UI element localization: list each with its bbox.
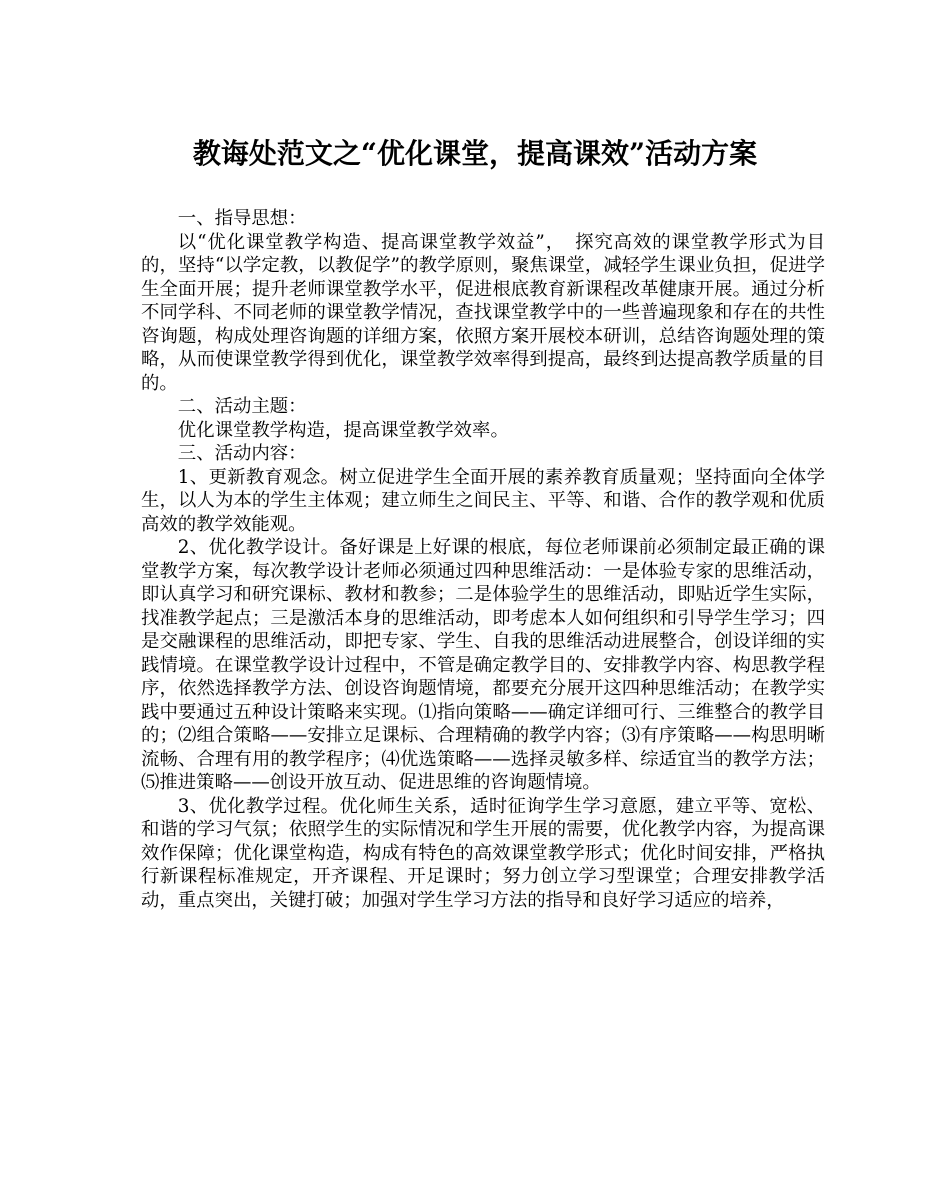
paragraph-activity-theme: 优化课堂教学构造，提高课堂教学效率。 [177,419,509,441]
section-heading-guiding-thought: 一、指导思想： [177,208,307,229]
section-heading-activity-content: 三、活动内容： [177,443,307,464]
paragraph-item-3: 3、优化教学过程。优化师生关系，适时征询学生学习意愿，建立平等、宽松、和谐的学习气氛；依照学生的实际情况和学生开展的需要，优化教学内容，为提高课效作保障；优化课堂构造，构成有特色的高效课堂教学形式；优化时间安排，严格执行新课程标准规定，开齐课程、开足课时；努力创立学习型课堂；合理安排教学活动，重点突出，关键打破；加强对学生学习方法的指导和良好学习适应的培养， [141,795,825,911]
section-heading-activity-theme: 二、活动主题： [177,396,307,417]
document-title: 教诲处范文之“优化课堂，提高课效”活动方案 [192,137,758,170]
paragraph-guiding-thought: 以“优化课堂教学构造、提高课堂教学效益”， 探究高效的课堂教学形式为目的，坚持“以学定教，以教促学”的教学原则，聚焦课堂，减轻学生课业负担，促进学生全面开展；提升老师课堂教学水平，促进根底教育新课程改革健康开展。通过分析不同学科、不同老师的课堂教学情况，查找课堂教学中的一些普遍现象和存在的共性咨询题，构成处理咨询题的详细方案，依照方案开展校本研训，总结咨询题处理的策略，从而使课堂教学得到优化，课堂教学效率得到提高，最终到达提高教学质量的目的。 [141,231,825,394]
paragraph-item-1: 1、更新教育观念。树立促进学生全面开展的素养教育质量观；坚持面向全体学生，以人为本的学生主体观；建立师生之间民主、平等、和谐、合作的教学观和优质高效的教学效能观。 [141,466,825,535]
paragraph-item-2: 2、优化教学设计。备好课是上好课的根底，每位老师课前必须制定最正确的课堂教学方案，每次教学设计老师必须通过四种思维活动：一是体验专家的思维活动，即认真学习和研究课标、教材和教参；二是体验学生的思维活动，即贴近学生实际，找准教学起点；三是激活本身的思维活动，即考虑本人如何组织和引导学生学习；四是交融课程的思维活动，即把专家、学生、自我的思维活动进展整合，创设详细的实践情境。在课堂教学设计过程中，不管是确定教学目的、安排教学内容、构思教学程序，依然选择教学方法、创设咨询题情境，都要充分展开这四种思维活动；在教学实践中要通过五种设计策略来实现。⑴指向策略——确定详细可行、三维整合的教学目的；⑵组合策略——安排立足课标、合理精确的教学内容；⑶有序策略——构思明晰流畅、合理有用的教学程序；⑷优选策略——选择灵敏多样、综适宜当的教学方法；⑸推进策略——创设开放互动、促进思维的咨询题情境。 [141,537,825,793]
document-body [141,207,825,912]
